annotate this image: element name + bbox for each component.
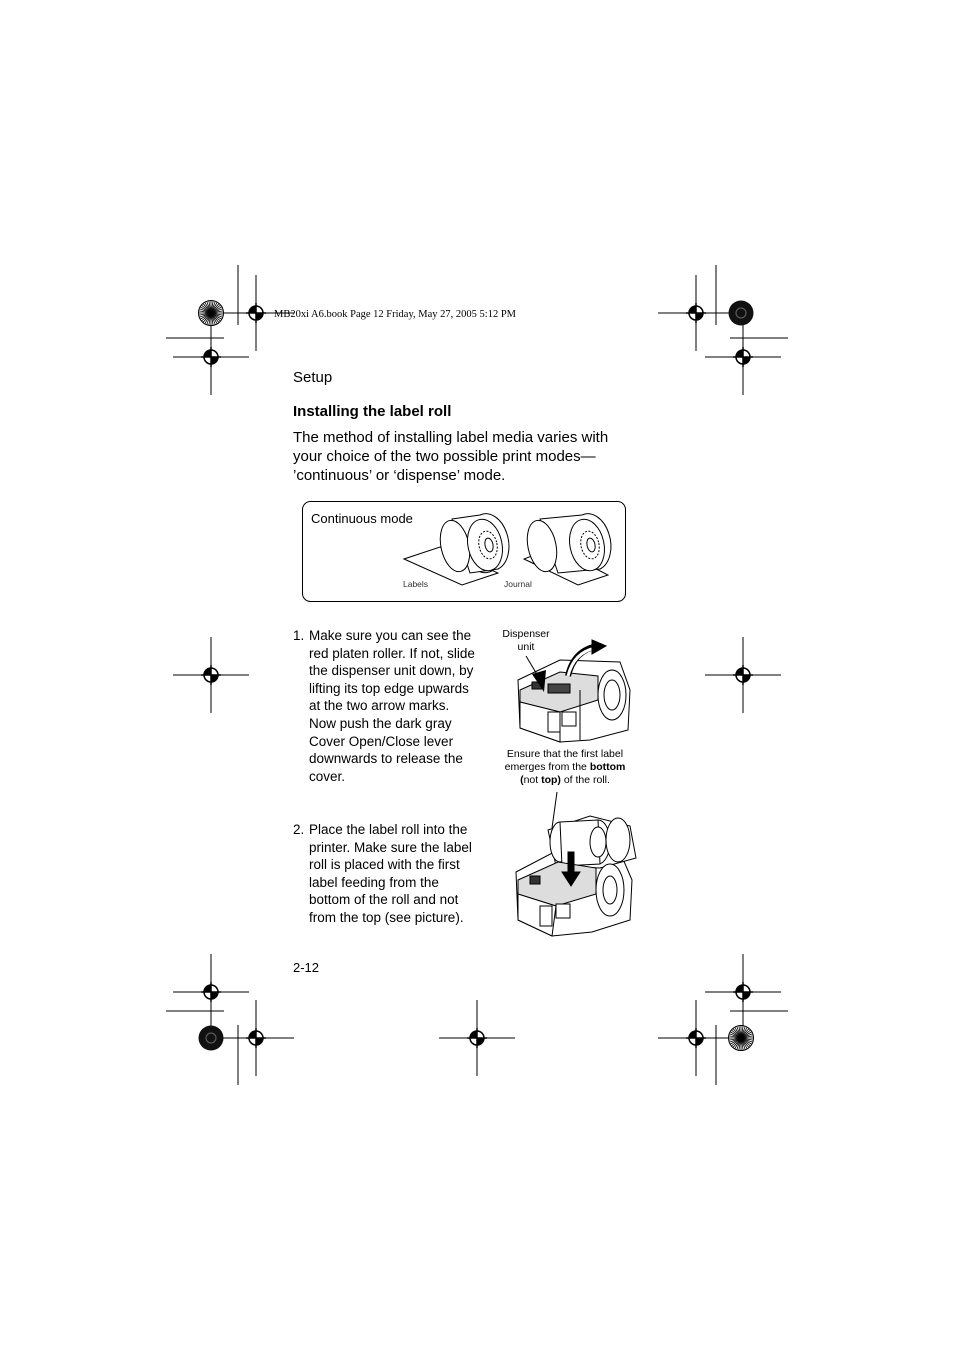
step-line: the dispenser unit down, by: [309, 663, 474, 679]
step-line: downwards to release the: [309, 751, 463, 767]
figure-label-labels: Labels: [403, 579, 429, 589]
step-line: Place the label roll into the: [309, 822, 468, 837]
step-number: 1.: [293, 628, 305, 643]
step-line: red platen roller. If not, slide: [309, 645, 475, 661]
callout-line: Ensure that the first label: [506, 748, 624, 760]
callout-text: of the roll.: [560, 774, 610, 786]
page-number: 2-12: [293, 960, 320, 975]
callout-text: not: [523, 774, 542, 786]
continuous-mode-figure: [302, 501, 626, 602]
intro-paragraph: [293, 428, 643, 485]
step-line: label feeding from the: [309, 874, 439, 890]
callout-line: Dispenser: [502, 628, 550, 640]
step-line: from the top (see picture).: [309, 909, 464, 925]
callout-bold: top): [541, 774, 561, 786]
step-line: cover.: [309, 768, 346, 784]
step-line: Make sure you can see the: [309, 628, 472, 643]
step-number: 2.: [293, 822, 305, 837]
step-line: printer. Make sure the label: [309, 839, 472, 855]
callout-line: [496, 761, 634, 774]
callout-text: emerges from the: [504, 761, 590, 773]
step-line: bottom of the roll and not: [309, 892, 459, 908]
callout-line: unit: [517, 641, 535, 653]
figure-label-journal: Journal: [504, 579, 532, 589]
callout-bold: (: [520, 774, 524, 786]
page-info-header: MB20xi A6.book Page 12 Friday, May 27, 2005 5:12 PM: [274, 309, 516, 320]
intro-line: your choice of the two possible print modes—: [293, 448, 596, 465]
intro-line: The method of installing label media varies with: [293, 429, 609, 446]
step-1: [293, 627, 493, 785]
intro-line: ’continuous’ or ‘dispense’ mode.: [293, 467, 506, 484]
step-line: roll is placed with the first: [309, 857, 460, 873]
callout-line: [496, 774, 634, 787]
step-line: at the two arrow marks.: [309, 698, 450, 714]
page-heading: Installing the label roll: [293, 403, 452, 420]
dispenser-callout: [494, 628, 558, 654]
step-line: Now push the dark gray: [309, 715, 452, 731]
section-title: Setup: [293, 369, 333, 386]
step-line: Cover Open/Close lever: [309, 733, 454, 749]
step-2: [293, 821, 493, 927]
step-line: lifting its top edge upwards: [309, 680, 469, 696]
figure-title: Continuous mode: [311, 511, 413, 526]
callout-bold: bottom: [589, 761, 626, 773]
ensure-callout: [496, 748, 634, 787]
